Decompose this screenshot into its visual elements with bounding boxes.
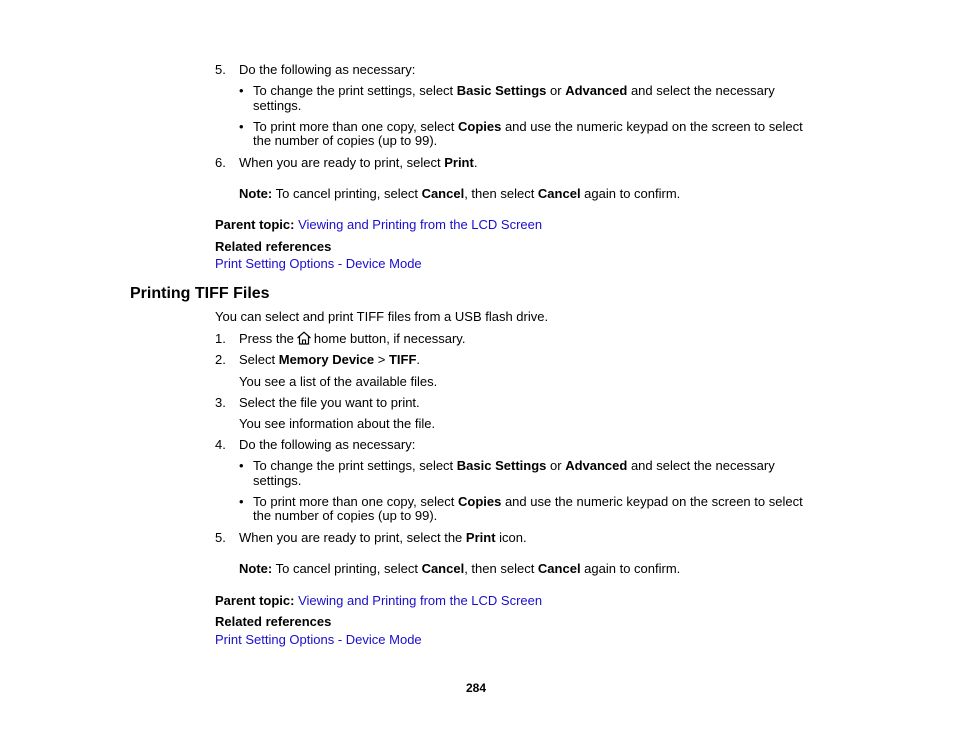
step-number: 1.: [215, 331, 226, 346]
related-reference-link[interactable]: Print Setting Options - Device Mode: [215, 632, 422, 647]
related-reference-link[interactable]: Print Setting Options - Device Mode: [215, 256, 422, 271]
related-reference: [215, 256, 422, 271]
bullet: •: [239, 83, 244, 98]
section-title: Printing TIFF Files: [130, 285, 270, 302]
bullet-text: To print more than one copy, select Copies and use the numeric keypad on the screen to select: [253, 119, 803, 134]
bullet-text-cont: settings.: [253, 473, 302, 488]
parent-topic-link[interactable]: Viewing and Printing from the LCD Screen: [298, 593, 543, 608]
step-text: When you are ready to print, select Print.: [239, 155, 478, 170]
step-result: You see a list of the available files.: [239, 374, 438, 389]
step-number: 3.: [215, 395, 226, 410]
step-number: 5.: [215, 62, 226, 77]
step-number: 2.: [215, 352, 226, 367]
parent-topic: Parent topic: Viewing and Printing from the LCD Screen: [215, 217, 543, 232]
step-text: Do the following as necessary:: [239, 437, 416, 452]
bullet: •: [239, 494, 244, 509]
bullet-text: To change the print settings, select Basic Settings or Advanced and select the necessary: [253, 83, 775, 98]
bullet-text-cont: settings.: [253, 98, 302, 113]
home-icon: [296, 331, 312, 345]
step-text: When you are ready to print, select the Print icon.: [239, 530, 527, 545]
note: Note: To cancel printing, select Cancel, then select Cancel again to confirm.: [239, 561, 681, 576]
bullet-text-cont: the number of copies (up to 99).: [253, 508, 438, 523]
bullet-text: To print more than one copy, select Copies and use the numeric keypad on the screen to select: [253, 494, 803, 509]
bullet-text: To change the print settings, select Basic Settings or Advanced and select the necessary: [253, 458, 775, 473]
step-text: Select Memory Device > TIFF.: [239, 352, 421, 367]
note: Note: To cancel printing, select Cancel, then select Cancel again to confirm.: [239, 186, 681, 201]
step-text: Select the file you want to print.: [239, 395, 420, 410]
related-references-heading: Related references: [215, 239, 332, 254]
parent-topic: Parent topic: Viewing and Printing from the LCD Screen: [215, 593, 543, 608]
parent-topic-link[interactable]: Viewing and Printing from the LCD Screen: [298, 217, 543, 232]
step-text: Press the home button, if necessary.: [239, 331, 466, 346]
step-text: Do the following as necessary:: [239, 62, 416, 77]
step-result: You see information about the file.: [239, 416, 436, 431]
bullet: •: [239, 458, 244, 473]
bullet: •: [239, 119, 244, 134]
intro-text: You can select and print TIFF files from a USB flash drive.: [215, 309, 549, 324]
related-reference: [215, 632, 422, 647]
page-number: 284: [466, 681, 487, 695]
related-references-heading: Related references: [215, 614, 332, 629]
step-number: 6.: [215, 155, 226, 170]
step-number: 5.: [215, 530, 226, 545]
bullet-text-cont: the number of copies (up to 99).: [253, 133, 438, 148]
step-number: 4.: [215, 437, 226, 452]
